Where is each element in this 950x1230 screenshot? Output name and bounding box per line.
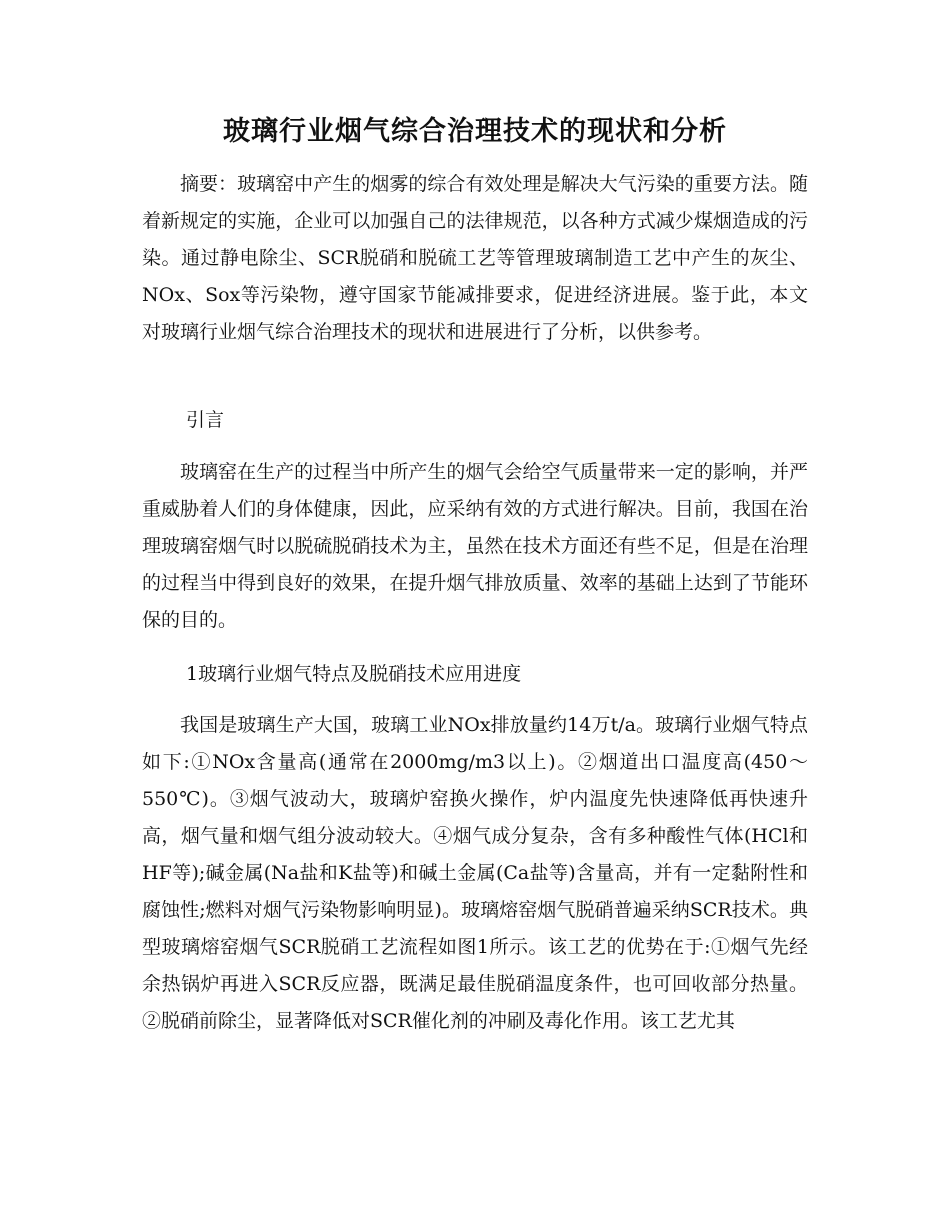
section1-paragraph: 我国是玻璃生产大国，玻璃工业NOx排放量约14万t/a。玻璃行业烟气特点如下:①NOx含量高(通常在2000mg/m3以上)。②烟道出口温度高(450～550℃)。③烟气波动大，玻璃炉窑换火操作，炉内温度先快速降低再快速升高，烟气量和烟气组分波动较大。④烟气成分复杂，含有多种酸性气体(HCl和HF等);碱金属(Na盐和K盐等)和碱土金属(Ca盐等)含量高，并有一定黏附性和腐蚀性;燃料对烟气污染物影响明显)。玻璃熔窑烟气脱硝普遍采纳SCR技术。典型玻璃熔窑烟气SCR脱硝工艺流程如图1所示。该工艺的优势在于:①烟气先经余热锅炉再进入SCR反应器，既满足最佳脱硝温度条件，也可回收部分热量。②脱硝前除尘，显著降低对SCR催化剂的冲刷及毒化作用。该工艺尤其 [142, 714, 808, 1032]
intro-heading: 引言 [186, 409, 225, 431]
abstract-paragraph: 摘要：玻璃窑中产生的烟雾的综合有效处理是解决大气污染的重要方法。随着新规定的实施，企业可以加强自己的法律规范，以各种方式减少煤烟造成的污染。通过静电除尘、SCR脱硝和脱硫工艺等管理玻璃制造工艺中产生的灰尘、NOx、Sox等污染物，遵守国家节能减排要求，促进经济进展。鉴于此，本文对玻璃行业烟气综合治理技术的现状和进展进行了分析，以供参考。 [142, 173, 808, 343]
intro-paragraph: 玻璃窑在生产的过程当中所产生的烟气会给空气质量带来一定的影响，并严重威胁着人们的身体健康，因此，应采纳有效的方式进行解决。目前，我国在治理玻璃窑烟气时以脱硫脱硝技术为主，虽然在技术方面还有些不足，但是在治理的过程当中得到良好的效果，在提升烟气排放质量、效率的基础上达到了节能环保的目的。 [142, 461, 808, 631]
document-title: 玻璃行业烟气综合治理技术的现状和分析 [223, 116, 727, 147]
section1-heading: 1玻璃行业烟气特点及脱硝技术应用进度 [186, 663, 522, 685]
